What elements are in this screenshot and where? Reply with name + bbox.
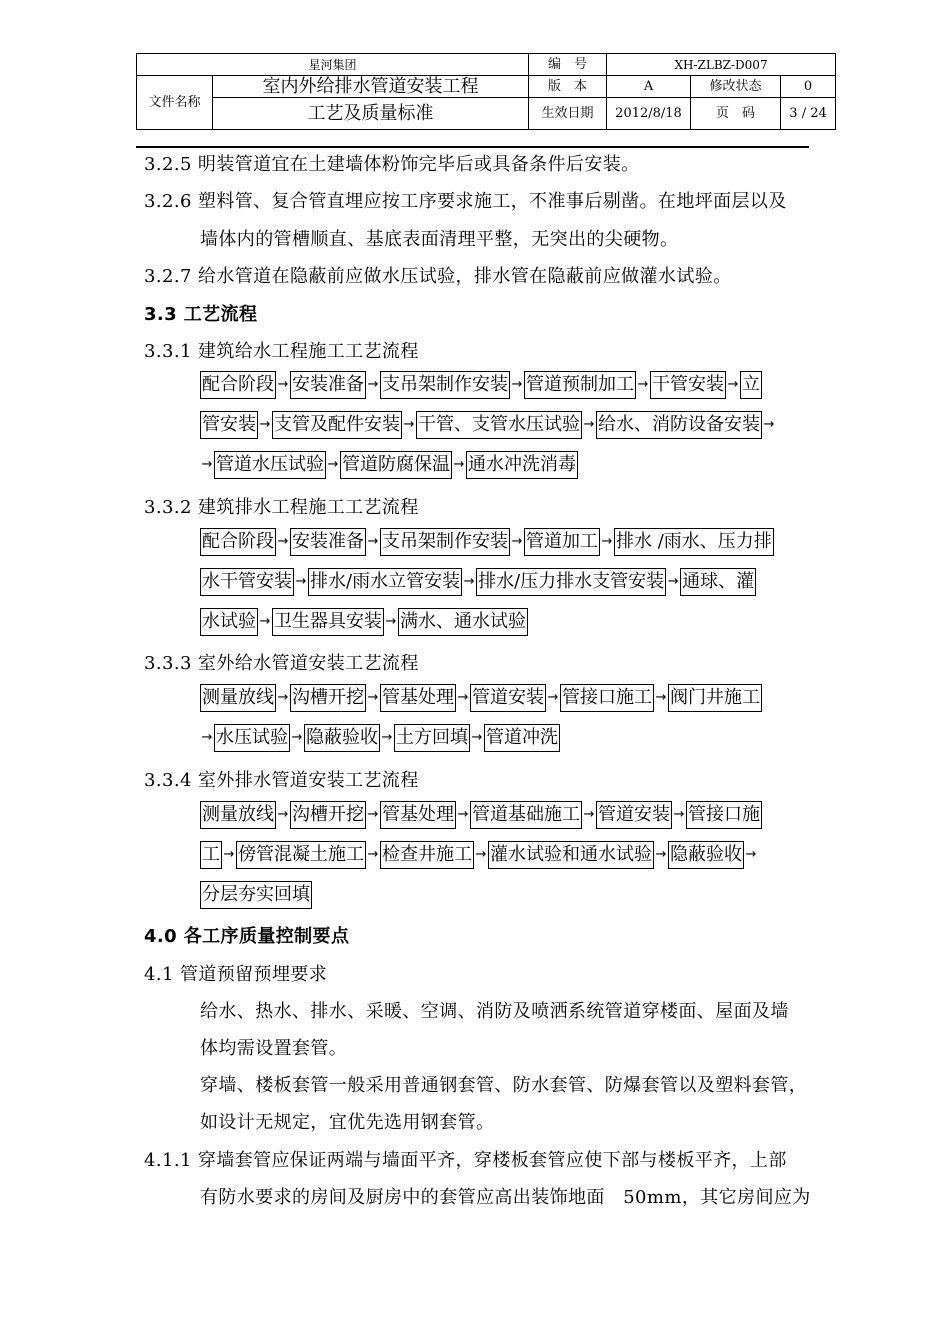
version-value: A bbox=[607, 76, 691, 98]
right-arrow-icon: → bbox=[277, 690, 289, 705]
flow-step-box: 管道基础施工 bbox=[470, 801, 582, 829]
right-arrow-icon: → bbox=[277, 534, 289, 549]
flow-step-box: 阀门井施工 bbox=[668, 684, 762, 712]
right-arrow-icon: → bbox=[673, 807, 685, 822]
flow-row bbox=[200, 528, 774, 556]
flow-step-box: 水压试验 bbox=[214, 724, 290, 752]
clause-4-1-1-line1: 4.1.1 穿墙套管应保证两端与墙面平齐，穿楼板套管应使下部与楼板平齐，上部 bbox=[144, 1150, 787, 1171]
page-label: 页 码 bbox=[691, 98, 781, 130]
flow-step-box: 管道水压试验 bbox=[214, 451, 326, 479]
right-arrow-icon: → bbox=[547, 690, 559, 705]
right-arrow-icon: → bbox=[277, 807, 289, 822]
right-arrow-icon: → bbox=[201, 730, 213, 745]
flow-step-box: 管基处理 bbox=[380, 684, 456, 712]
flow-step-box: 土方回填 bbox=[394, 724, 470, 752]
right-arrow-icon: → bbox=[367, 534, 379, 549]
flow-row bbox=[200, 411, 776, 439]
flow-step-box: 排水/雨水立管安装 bbox=[308, 568, 462, 596]
clause-3-2-7: 3.2.7 给水管道在隐蔽前应做水压试验，排水管在隐蔽前应做灌水试验。 bbox=[144, 266, 732, 287]
flow-step-box: 沟槽开挖 bbox=[290, 684, 366, 712]
flow-step-box: 隐蔽验收 bbox=[304, 724, 380, 752]
clause-4-1-1-line2: 有防水要求的房间及厨房中的套管应高出装饰地面 50mm，其它房间应为 bbox=[200, 1187, 811, 1208]
flow-row bbox=[200, 608, 528, 636]
right-arrow-icon: → bbox=[583, 417, 595, 432]
flow-step-box: 给水、消防设备安装 bbox=[596, 411, 762, 439]
right-arrow-icon: → bbox=[381, 730, 393, 745]
flow-row bbox=[200, 451, 578, 479]
right-arrow-icon: → bbox=[655, 690, 667, 705]
flow-step-box: 通水冲洗消毒 bbox=[466, 451, 578, 479]
right-arrow-icon: → bbox=[295, 574, 307, 589]
clause-3-2-6-line1: 3.2.6 塑料管、复合管直埋应按工序要求施工，不准事后剔凿。在地坪面层以及 bbox=[144, 191, 787, 212]
document-header-table bbox=[136, 53, 836, 130]
right-arrow-icon: → bbox=[637, 377, 649, 392]
flow-step-box: 安装准备 bbox=[290, 528, 366, 556]
right-arrow-icon: → bbox=[277, 377, 289, 392]
clause-3-3-3: 3.3.3 室外给水管道安装工艺流程 bbox=[144, 653, 419, 674]
flow-step-box: 分层夯实回填 bbox=[200, 881, 312, 909]
flow-step-box: 满水、通水试验 bbox=[398, 608, 528, 636]
right-arrow-icon: → bbox=[403, 417, 415, 432]
page-number: 3 / 24 bbox=[781, 98, 836, 130]
flow-row bbox=[200, 684, 762, 712]
flow-step-box: 管基处理 bbox=[380, 801, 456, 829]
flow-step-box: 水试验 bbox=[200, 608, 258, 636]
right-arrow-icon: → bbox=[583, 807, 595, 822]
flow-step-box: 管安装 bbox=[200, 411, 258, 439]
right-arrow-icon: → bbox=[367, 807, 379, 822]
flow-step-box: 支管及配件安装 bbox=[272, 411, 402, 439]
right-arrow-icon: → bbox=[655, 847, 667, 862]
clause-4-1: 4.1 管道预留预埋要求 bbox=[144, 964, 328, 985]
flow-row bbox=[200, 801, 762, 829]
flow-step-box: 管道安装 bbox=[470, 684, 546, 712]
para-4-1-c: 穿墙、楼板套管一般采用普通钢套管、防水套管、防爆套管以及塑料套管， bbox=[200, 1075, 808, 1096]
flow-step-box: 卫生器具安装 bbox=[272, 608, 384, 636]
flow-step-box: 配合阶段 bbox=[200, 371, 276, 399]
flow-row bbox=[200, 841, 758, 869]
right-arrow-icon: → bbox=[745, 847, 757, 862]
right-arrow-icon: → bbox=[463, 574, 475, 589]
flow-step-box: 管接口施工 bbox=[560, 684, 654, 712]
flow-row bbox=[200, 881, 312, 909]
right-arrow-icon: → bbox=[453, 457, 465, 472]
flow-step-box: 干管、支管水压试验 bbox=[416, 411, 582, 439]
flow-step-box: 通球、灌 bbox=[680, 568, 756, 596]
clause-3-2-6-line2: 墙体内的管槽顺直、基底表面清理平整，无突出的尖硬物。 bbox=[200, 229, 679, 250]
flow-step-box: 工 bbox=[200, 841, 222, 869]
right-arrow-icon: → bbox=[367, 690, 379, 705]
right-arrow-icon: → bbox=[201, 457, 213, 472]
flow-step-box: 测量放线 bbox=[200, 684, 276, 712]
header-divider bbox=[136, 146, 809, 148]
flow-step-box: 傍管混凝土施工 bbox=[236, 841, 366, 869]
right-arrow-icon: → bbox=[601, 534, 613, 549]
flow-step-box: 管道防腐保温 bbox=[340, 451, 452, 479]
right-arrow-icon: → bbox=[367, 847, 379, 862]
version-label: 版 本 bbox=[529, 76, 607, 98]
flow-step-box: 排水/压力排水支管安装 bbox=[476, 568, 666, 596]
code-label: 编 号 bbox=[529, 54, 607, 76]
right-arrow-icon: → bbox=[727, 377, 739, 392]
flow-step-box: 管道安装 bbox=[596, 801, 672, 829]
right-arrow-icon: → bbox=[763, 417, 775, 432]
flow-step-box: 测量放线 bbox=[200, 801, 276, 829]
right-arrow-icon: → bbox=[327, 457, 339, 472]
doc-name-label: 文件名称 bbox=[137, 76, 213, 130]
flow-step-box: 管接口施 bbox=[686, 801, 762, 829]
right-arrow-icon: → bbox=[223, 847, 235, 862]
clause-3-2-5: 3.2.5 明装管道宜在土建墙体粉饰完毕后或具备条件后安装。 bbox=[144, 154, 640, 175]
flow-step-box: 支吊架制作安装 bbox=[380, 371, 510, 399]
para-4-1-d: 如设计无规定，宜优先选用钢套管。 bbox=[200, 1112, 495, 1133]
flow-step-box: 排水 /雨水、压力排 bbox=[614, 528, 774, 556]
revision-label: 修改状态 bbox=[691, 76, 781, 98]
right-arrow-icon: → bbox=[367, 377, 379, 392]
flow-step-box: 水干管安装 bbox=[200, 568, 294, 596]
flow-step-box: 立 bbox=[740, 371, 762, 399]
effective-date-label: 生效日期 bbox=[529, 98, 607, 130]
clause-3-3-2: 3.3.2 建筑排水工程施工工艺流程 bbox=[144, 497, 419, 518]
heading-3-3: 3.3 工艺流程 bbox=[144, 304, 258, 325]
right-arrow-icon: → bbox=[457, 690, 469, 705]
right-arrow-icon: → bbox=[291, 730, 303, 745]
flow-step-box: 检查井施工 bbox=[380, 841, 474, 869]
clause-3-3-4: 3.3.4 室外排水管道安装工艺流程 bbox=[144, 770, 419, 791]
heading-4-0: 4.0 各工序质量控制要点 bbox=[144, 926, 350, 947]
right-arrow-icon: → bbox=[471, 730, 483, 745]
flow-step-box: 管道冲洗 bbox=[484, 724, 560, 752]
doc-title-line1: 室内外给排水管道安装工程 bbox=[213, 76, 529, 98]
right-arrow-icon: → bbox=[385, 614, 397, 629]
para-4-1-a: 给水、热水、排水、采暖、空调、消防及喷洒系统管道穿楼面、屋面及墙 bbox=[200, 1001, 789, 1022]
right-arrow-icon: → bbox=[457, 807, 469, 822]
revision-value: 0 bbox=[781, 76, 836, 98]
clause-3-3-1: 3.3.1 建筑给水工程施工工艺流程 bbox=[144, 341, 419, 362]
right-arrow-icon: → bbox=[667, 574, 679, 589]
right-arrow-icon: → bbox=[511, 377, 523, 392]
right-arrow-icon: → bbox=[511, 534, 523, 549]
flow-row bbox=[200, 371, 762, 399]
flow-step-box: 干管安装 bbox=[650, 371, 726, 399]
flow-step-box: 沟槽开挖 bbox=[290, 801, 366, 829]
flow-row bbox=[200, 724, 560, 752]
para-4-1-b: 体均需设置套管。 bbox=[200, 1038, 348, 1059]
right-arrow-icon: → bbox=[259, 417, 271, 432]
flow-step-box: 管道预制加工 bbox=[524, 371, 636, 399]
flow-step-box: 安装准备 bbox=[290, 371, 366, 399]
doc-title-line2: 工艺及质量标准 bbox=[213, 98, 529, 130]
code-value: XH-ZLBZ-D007 bbox=[607, 54, 836, 76]
effective-date-value: 2012/8/18 bbox=[607, 98, 691, 130]
right-arrow-icon: → bbox=[475, 847, 487, 862]
flow-step-box: 配合阶段 bbox=[200, 528, 276, 556]
flow-row bbox=[200, 568, 756, 596]
company-name: 星河集团 bbox=[137, 54, 529, 76]
right-arrow-icon: → bbox=[259, 614, 271, 629]
flow-step-box: 管道加工 bbox=[524, 528, 600, 556]
flow-step-box: 灌水试验和通水试验 bbox=[488, 841, 654, 869]
flow-step-box: 支吊架制作安装 bbox=[380, 528, 510, 556]
flow-step-box: 隐蔽验收 bbox=[668, 841, 744, 869]
